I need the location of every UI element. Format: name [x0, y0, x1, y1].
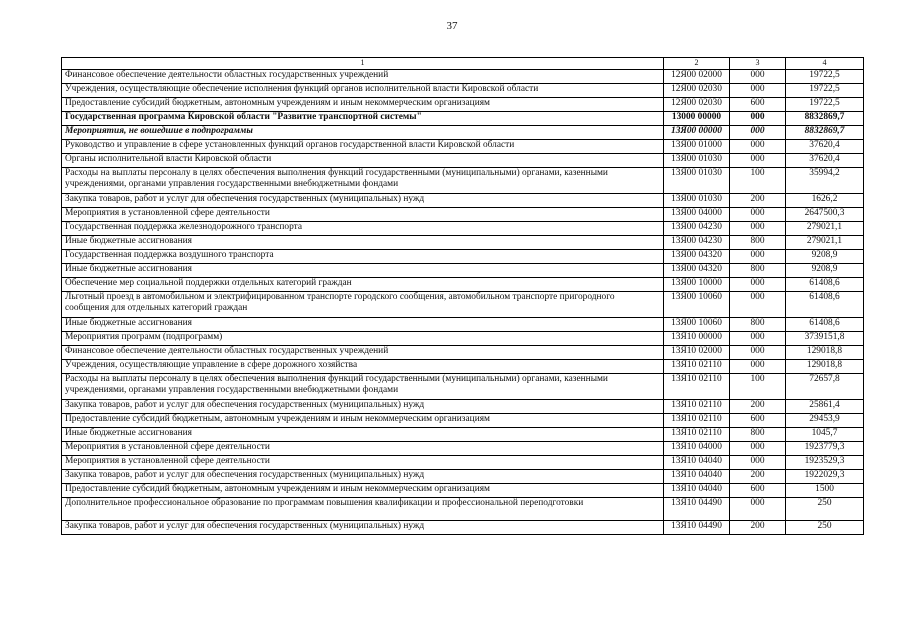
row-name: Закупка товаров, работ и услуг для обеспечения государственных (муниципальных) нужд	[62, 400, 664, 414]
row-amount: 25861,4	[786, 400, 864, 414]
table-row	[62, 442, 864, 456]
row-expense-type: 800	[730, 428, 786, 442]
table-row	[62, 360, 864, 374]
table-row	[62, 84, 864, 98]
table-row	[62, 456, 864, 470]
row-amount: 1923529,3	[786, 456, 864, 470]
row-amount: 279021,1	[786, 222, 864, 236]
row-name: Руководство и управление в сфере установленных функций органов государственной власти Кировской области	[62, 140, 664, 154]
row-expense-type: 000	[730, 154, 786, 168]
row-amount: 1045,7	[786, 428, 864, 442]
table-row	[62, 222, 864, 236]
row-name: Льготный проезд в автомобильном и электрифицированном транспорте городского сообщения, автомобильном транспорте пригородного сообщения для отдельных категорий граждан	[62, 292, 664, 318]
row-amount: 19722,5	[786, 98, 864, 112]
row-amount: 72657,8	[786, 374, 864, 400]
row-name: Обеспечение мер социальной поддержки отдельных категорий граждан	[62, 278, 664, 292]
header-col-2: 2	[664, 58, 730, 70]
row-expense-type: 600	[730, 98, 786, 112]
row-amount: 1922029,3	[786, 470, 864, 484]
table-row	[62, 140, 864, 154]
row-expense-type: 000	[730, 250, 786, 264]
row-code: 12Я00 02000	[664, 70, 730, 84]
row-expense-type: 800	[730, 264, 786, 278]
table-body	[62, 70, 864, 535]
row-code: 13Я00 04320	[664, 264, 730, 278]
row-name: Государственная программа Кировской области "Развитие транспортной системы"	[62, 112, 664, 126]
row-code: 13Я00 01030	[664, 194, 730, 208]
table-row	[62, 168, 864, 194]
row-name: Дополнительное профессиональное образование по программам повышения квалификации и профессиональной переподготовки	[62, 498, 664, 521]
row-expense-type: 000	[730, 498, 786, 521]
row-name: Мероприятия в установленной сфере деятельности	[62, 456, 664, 470]
row-expense-type: 000	[730, 456, 786, 470]
row-code: 13Я10 04040	[664, 470, 730, 484]
row-name: Предоставление субсидий бюджетным, автономным учреждениям и иным некоммерческим организациям	[62, 484, 664, 498]
row-name: Органы исполнительной власти Кировской области	[62, 154, 664, 168]
row-name: Мероприятия в установленной сфере деятельности	[62, 208, 664, 222]
table-row	[62, 208, 864, 222]
row-expense-type: 100	[730, 168, 786, 194]
row-code: 13000 00000	[664, 112, 730, 126]
row-name: Расходы на выплаты персоналу в целях обеспечения выполнения функций государственными (муниципальными) органами, казенными учреждениями, органами управления государственными внебюджетными фондами	[62, 374, 664, 400]
row-name: Предоставление субсидий бюджетным, автономным учреждениям и иным некоммерческим организациям	[62, 414, 664, 428]
page-number: 37	[446, 20, 458, 32]
header-col-4: 4	[786, 58, 864, 70]
table-row	[62, 346, 864, 360]
row-code: 13Я10 04490	[664, 521, 730, 535]
budget-table	[61, 57, 864, 535]
row-expense-type: 000	[730, 360, 786, 374]
row-amount: 37620,4	[786, 140, 864, 154]
table-row	[62, 400, 864, 414]
row-amount: 61408,6	[786, 318, 864, 332]
table-row	[62, 264, 864, 278]
row-amount: 2647500,3	[786, 208, 864, 222]
row-code: 13Я10 02110	[664, 400, 730, 414]
row-expense-type: 200	[730, 470, 786, 484]
row-code: 13Я00 00000	[664, 126, 730, 140]
row-amount: 9208,9	[786, 250, 864, 264]
row-name: Иные бюджетные ассигнования	[62, 236, 664, 250]
table-row	[62, 428, 864, 442]
row-name: Иные бюджетные ассигнования	[62, 318, 664, 332]
row-amount: 37620,4	[786, 154, 864, 168]
header-col-1: 1	[62, 58, 664, 70]
table-row	[62, 250, 864, 264]
row-code: 13Я00 04230	[664, 222, 730, 236]
row-name: Закупка товаров, работ и услуг для обеспечения государственных (муниципальных) нужд	[62, 470, 664, 484]
table-row	[62, 374, 864, 400]
row-name: Государственная поддержка воздушного транспорта	[62, 250, 664, 264]
table-row	[62, 112, 864, 126]
table-row	[62, 70, 864, 84]
row-name: Финансовое обеспечение деятельности областных государственных учреждений	[62, 70, 664, 84]
row-expense-type: 600	[730, 414, 786, 428]
row-name: Государственная поддержка железнодорожного транспорта	[62, 222, 664, 236]
row-name: Мероприятия, не вошедшие в подпрограммы	[62, 126, 664, 140]
row-name: Учреждения, осуществляющие управление в сфере дорожного хозяйства	[62, 360, 664, 374]
table-row	[62, 484, 864, 498]
table-row	[62, 154, 864, 168]
row-expense-type: 100	[730, 374, 786, 400]
row-name: Мероприятия в установленной сфере деятельности	[62, 442, 664, 456]
row-amount: 1923779,3	[786, 442, 864, 456]
row-amount: 129018,8	[786, 346, 864, 360]
row-amount: 8832869,7	[786, 126, 864, 140]
row-code: 13Я00 10060	[664, 292, 730, 318]
row-amount: 279021,1	[786, 236, 864, 250]
row-amount: 9208,9	[786, 264, 864, 278]
row-code: 13Я00 01030	[664, 154, 730, 168]
row-expense-type: 200	[730, 194, 786, 208]
row-name: Учреждения, осуществляющие обеспечение исполнения функций органов исполнительной власти Кировской области	[62, 84, 664, 98]
table-row	[62, 194, 864, 208]
row-amount: 61408,6	[786, 278, 864, 292]
row-name: Предоставление субсидий бюджетным, автономным учреждениям и иным некоммерческим организациям	[62, 98, 664, 112]
row-code: 13Я00 04000	[664, 208, 730, 222]
row-amount: 8832869,7	[786, 112, 864, 126]
table-header-row	[62, 58, 864, 70]
table-row	[62, 126, 864, 140]
row-code: 12Я00 02030	[664, 98, 730, 112]
row-expense-type: 000	[730, 126, 786, 140]
row-code: 13Я10 02110	[664, 414, 730, 428]
row-code: 13Я00 10000	[664, 278, 730, 292]
row-amount: 19722,5	[786, 70, 864, 84]
row-amount: 129018,8	[786, 360, 864, 374]
table-row	[62, 332, 864, 346]
row-code: 13Я10 00000	[664, 332, 730, 346]
table-row	[62, 278, 864, 292]
row-amount: 19722,5	[786, 84, 864, 98]
row-expense-type: 000	[730, 140, 786, 154]
row-amount: 3739151,8	[786, 332, 864, 346]
row-code: 13Я10 02110	[664, 374, 730, 400]
row-expense-type: 000	[730, 442, 786, 456]
table-row	[62, 292, 864, 318]
row-name: Финансовое обеспечение деятельности областных государственных учреждений	[62, 346, 664, 360]
row-code: 13Я10 02110	[664, 360, 730, 374]
row-code: 13Я00 01000	[664, 140, 730, 154]
row-expense-type: 800	[730, 318, 786, 332]
row-expense-type: 000	[730, 278, 786, 292]
row-code: 13Я10 04040	[664, 456, 730, 470]
row-expense-type: 000	[730, 292, 786, 318]
row-amount: 29453,9	[786, 414, 864, 428]
row-code: 12Я00 02030	[664, 84, 730, 98]
row-amount: 35994,2	[786, 168, 864, 194]
row-name: Мероприятия программ (подпрограмм)	[62, 332, 664, 346]
row-expense-type: 200	[730, 521, 786, 535]
row-name: Закупка товаров, работ и услуг для обеспечения государственных (муниципальных) нужд	[62, 521, 664, 535]
row-expense-type: 000	[730, 208, 786, 222]
row-expense-type: 000	[730, 84, 786, 98]
table-row	[62, 498, 864, 521]
row-code: 13Я00 04230	[664, 236, 730, 250]
row-code: 13Я10 04000	[664, 442, 730, 456]
row-expense-type: 000	[730, 346, 786, 360]
row-code: 13Я00 10060	[664, 318, 730, 332]
row-amount: 250	[786, 498, 864, 521]
row-code: 13Я10 02000	[664, 346, 730, 360]
table-row	[62, 521, 864, 535]
row-amount: 61408,6	[786, 292, 864, 318]
row-expense-type: 800	[730, 236, 786, 250]
row-amount: 1500	[786, 484, 864, 498]
row-name: Расходы на выплаты персоналу в целях обеспечения выполнения функций государственными (муниципальными) органами, казенными учреждениями, органами управления государственными внебюджетными фондами	[62, 168, 664, 194]
row-name: Иные бюджетные ассигнования	[62, 264, 664, 278]
table-row	[62, 98, 864, 112]
table-row	[62, 414, 864, 428]
row-expense-type: 000	[730, 112, 786, 126]
row-expense-type: 000	[730, 222, 786, 236]
header-col-3: 3	[730, 58, 786, 70]
row-expense-type: 000	[730, 70, 786, 84]
row-code: 13Я00 04320	[664, 250, 730, 264]
row-code: 13Я10 04040	[664, 484, 730, 498]
table-row	[62, 470, 864, 484]
row-code: 13Я10 04490	[664, 498, 730, 521]
row-name: Закупка товаров, работ и услуг для обеспечения государственных (муниципальных) нужд	[62, 194, 664, 208]
row-code: 13Я10 02110	[664, 428, 730, 442]
row-code: 13Я00 01030	[664, 168, 730, 194]
row-expense-type: 600	[730, 484, 786, 498]
row-expense-type: 000	[730, 332, 786, 346]
table-row	[62, 318, 864, 332]
row-name: Иные бюджетные ассигнования	[62, 428, 664, 442]
table-row	[62, 236, 864, 250]
row-expense-type: 200	[730, 400, 786, 414]
row-amount: 1626,2	[786, 194, 864, 208]
row-amount: 250	[786, 521, 864, 535]
